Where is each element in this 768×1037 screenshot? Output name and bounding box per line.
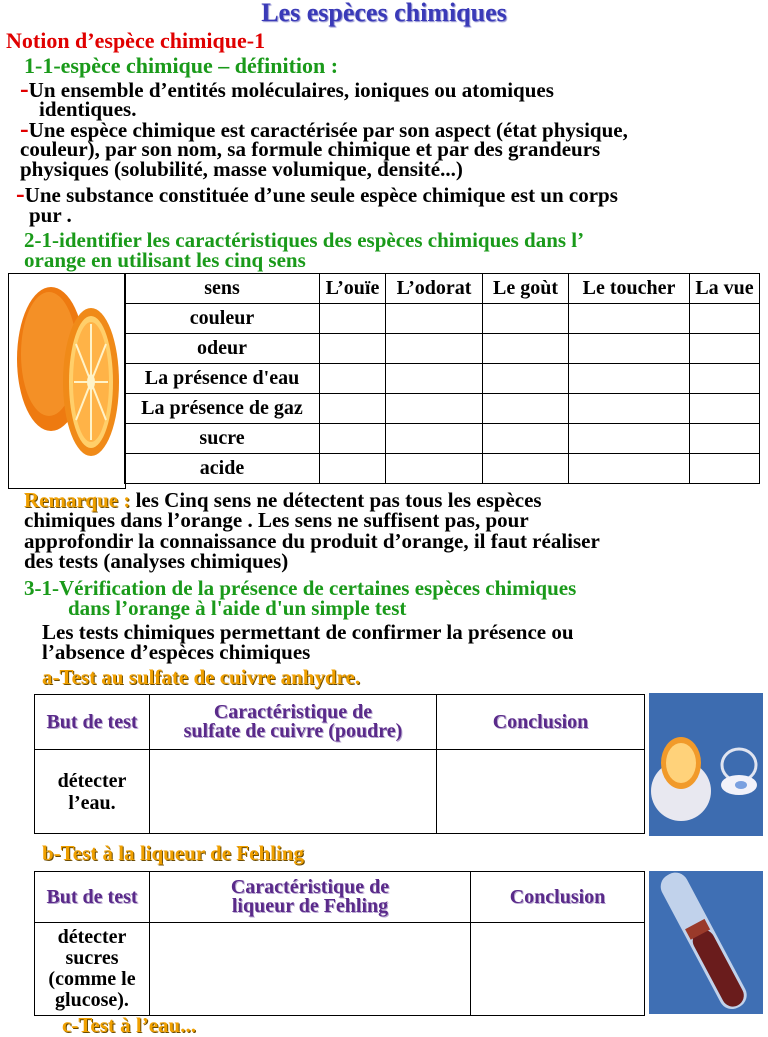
experiment-image — [649, 693, 763, 836]
section3-heading: 3-1-Vérification de la présence de certaines espèces chimiques — [24, 576, 577, 600]
bullet-dash: - — [20, 114, 29, 143]
purpose-cell: détecter sucres (comme le glucose). — [35, 923, 150, 1016]
row-label: odeur — [125, 334, 320, 364]
test-a-table — [34, 694, 645, 834]
bullet-dash: - — [20, 74, 29, 103]
senses-table — [124, 273, 760, 484]
table-row — [125, 424, 760, 454]
definition-bullet-1: -Un ensemble d’entités moléculaires, ioniques ou atomiques — [20, 74, 554, 103]
fehling-test-photo — [649, 871, 763, 1014]
row-label: sucre — [125, 424, 320, 454]
definition-bullet-2-cont1: couleur), par son nom, sa formule chimique et par des grandeurs — [20, 137, 601, 161]
table-header-cell: L’odorat — [386, 274, 483, 304]
definition-bullet-2-cont2: physiques (solubilité, masse volumique, densité...) — [20, 157, 463, 181]
table-row — [35, 750, 645, 834]
copper-sulfate-test-photo — [649, 693, 763, 836]
column-header: But de test — [35, 872, 150, 923]
test-tube-image — [649, 871, 763, 1014]
section2-heading: 2-1-identifier les caractéristiques des espèces chimiques dans l’ — [24, 228, 585, 252]
test-b-title: b-Test à la liqueur de Fehling — [42, 841, 304, 865]
row-label: couleur — [125, 304, 320, 334]
column-header: Conclusion — [471, 872, 645, 923]
table-header-cell: Le toucher — [569, 274, 690, 304]
page-title: Les espèces chimiques — [261, 0, 507, 27]
table-header-row — [35, 695, 645, 750]
table-row — [125, 334, 760, 364]
table-header-cell: La vue — [690, 274, 760, 304]
remark-label: Remarque : — [24, 488, 131, 512]
section2-heading-cont: orange en utilisant les cinq sens — [24, 248, 306, 272]
column-header: But de test — [35, 695, 150, 750]
table-row — [125, 304, 760, 334]
definition-bullet-2: -Une espèce chimique est caractérisée par son aspect (état physique, — [20, 114, 628, 143]
remark-line-3: approfondir la connaissance du produit d’orange, il faut réaliser — [24, 529, 600, 553]
orange-image-frame — [8, 273, 126, 489]
remark-line-1: Remarque : les Cinq sens ne détectent pas tous les espèces — [24, 488, 542, 512]
table-row — [35, 923, 645, 1016]
section1-subheading: 1-1-espèce chimique – définition : — [24, 53, 339, 78]
test-a-title: a-Test au sulfate de cuivre anhydre. — [42, 665, 361, 689]
table-header-row — [35, 872, 645, 923]
remark-line-2: chimiques dans l’orange . Les sens ne suffisent pas, pour — [24, 508, 529, 532]
row-label: acide — [125, 454, 320, 484]
table-header-cell: L’ouïe — [320, 274, 386, 304]
test-b-table — [34, 871, 645, 1016]
section3-heading-cont: dans l’orange à l'aide d'un simple test — [68, 596, 407, 620]
bullet-dash: - — [16, 179, 25, 208]
row-label: La présence de gaz — [125, 394, 320, 424]
table-header-row — [125, 274, 760, 304]
orange-fruit-image — [9, 274, 125, 488]
table-row — [125, 364, 760, 394]
row-label: La présence d'eau — [125, 364, 320, 394]
test-c-title-partial: c-Test à l’eau... — [62, 1013, 196, 1037]
table-row — [125, 394, 760, 424]
definition-bullet-1-cont: identiques. — [39, 97, 137, 121]
column-header: Conclusion — [437, 695, 645, 750]
section3-intro-1: Les tests chimiques permettant de confirmer la présence ou — [42, 620, 574, 644]
definition-bullet-3: -Une substance constituée d’une seule espèce chimique est un corps — [16, 179, 618, 208]
definition-bullet-3-cont: pur . — [29, 203, 72, 227]
column-header: Caractéristique de liqueur de Fehling — [150, 872, 471, 923]
section3-intro-2: l’absence d’espèces chimiques — [42, 640, 311, 664]
purpose-cell: détecter l’eau. — [35, 750, 150, 834]
remark-line-4: des tests (analyses chimiques) — [24, 549, 289, 573]
table-header-cell: sens — [125, 274, 320, 304]
column-header: Caractéristique de sulfate de cuivre (poudre) — [150, 695, 437, 750]
section1-heading: Notion d’espèce chimique-1 — [6, 28, 266, 53]
table-row — [125, 454, 760, 484]
table-header-cell: Le goùt — [483, 274, 569, 304]
